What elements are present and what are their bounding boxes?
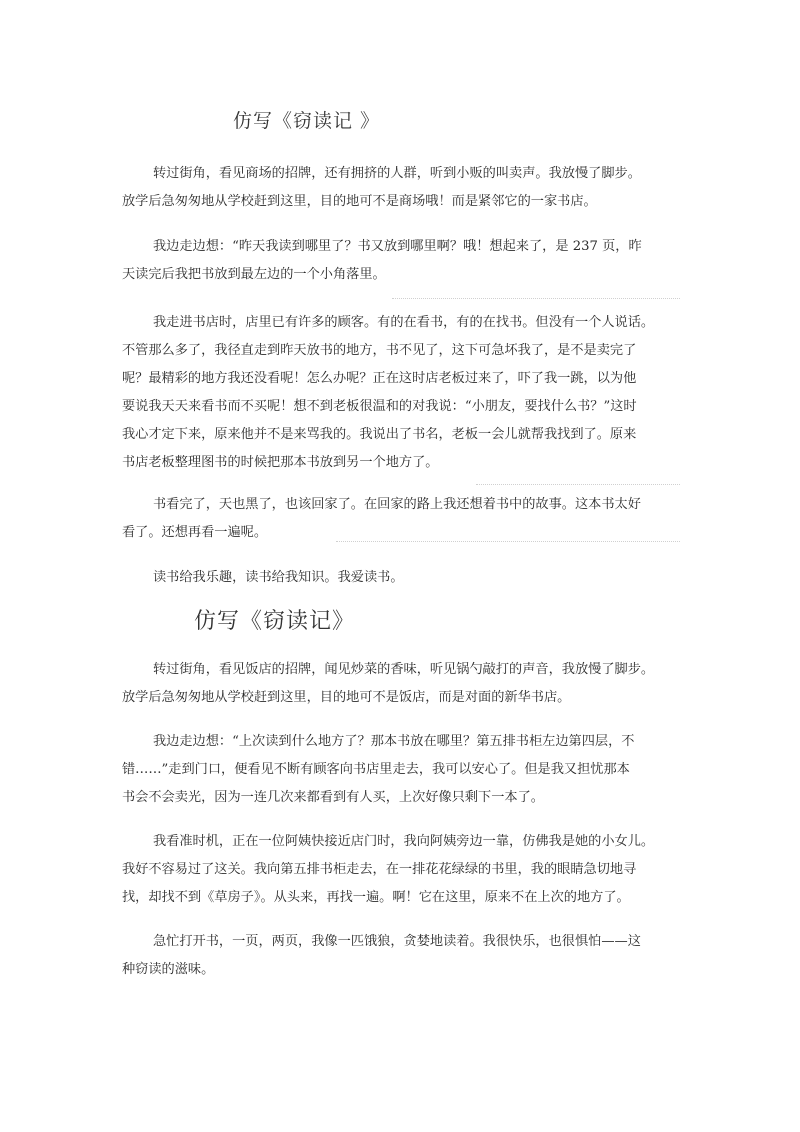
- text-line: 读书给我乐趣，读书给我知识。我爱读书。: [153, 570, 404, 585]
- essay-2-paragraph-2: [122, 728, 682, 812]
- essay-1-paragraph-5: [122, 564, 682, 592]
- text-line: 找，却找不到《草房子》。从头来，再找一遍。啊！它在这里，原来不在上次的地方了。: [122, 890, 630, 905]
- text-line: 放学后急匆匆地从学校赶到这里，目的地可不是商场哦！而是紧邻它的一家书店。: [122, 194, 597, 209]
- essay-1-paragraph-3: [122, 309, 682, 477]
- essay-1-paragraph-4: [122, 491, 682, 547]
- essay-1-title: 仿写《窃读记 》: [233, 110, 381, 132]
- text-line: 不管那么多了，我径直走到昨天放书的地方，书不见了，这下可急坏我了，是不是卖完了: [122, 343, 637, 358]
- text-line: 我看准时机，正在一位阿姨快接近店门时，我向阿姨旁边一靠，仿佛我是她的小女儿。: [153, 834, 655, 849]
- text-line: 书店老板整理图书的时候把那本书放到另一个地方了。: [122, 455, 439, 470]
- essay-1-paragraph-1: [122, 160, 682, 216]
- essay-2-paragraph-1: [122, 656, 682, 712]
- essay-1-paragraph-2: [122, 233, 682, 289]
- text-line: 种窃读的滋味。: [122, 962, 215, 977]
- dotted-separator: [336, 541, 680, 542]
- text-line: 我边走边想：“昨天我读到哪里了？书又放到哪里啊？哦！想起来了，是 237 页，昨: [153, 239, 642, 254]
- text-line: 我边走边想：“上次读到什么地方了？那本书放在哪里？第五排书柜左边第四层，不: [153, 734, 635, 749]
- essay-2-paragraph-3: [122, 828, 682, 912]
- essay-2-title: 仿写《窃读记》: [194, 609, 356, 634]
- text-line: 书会不会卖光，因为一连几次来都看到有人买，上次好像只剩下一本了。: [122, 790, 544, 805]
- text-line: 书看完了，天也黑了，也该回家了。在回家的路上我还想着书中的故事。这本书太好: [153, 497, 641, 512]
- dotted-separator: [476, 484, 680, 485]
- text-line: 放学后急匆匆地从学校赶到这里，目的地可不是饭店，而是对面的新华书店。: [122, 690, 571, 705]
- text-line: 转过街角，看见商场的招牌，还有拥挤的人群，听到小贩的叫卖声。我放慢了脚步。: [153, 166, 641, 181]
- text-line: 急忙打开书，一页，两页，我像一匹饿狼，贪婪地读着。我很快乐，也很惧怕——这: [153, 934, 641, 949]
- dotted-separator: [392, 298, 680, 299]
- text-line: 天读完后我把书放到最左边的一个小角落里。: [122, 267, 386, 282]
- text-line: 看了。还想再看一遍呢。: [122, 525, 268, 540]
- text-line: 错……”走到门口，便看见不断有顾客向书店里走去，我可以安心了。但是我又担忧那本: [122, 762, 630, 777]
- text-line: 要说我天天来看书而不买呢！想不到老板很温和的对我说：“小朋友，要找什么书？”这时: [122, 399, 637, 414]
- text-line: 转过街角，看见饭店的招牌，闻见炒菜的香味，听见锅勺敲打的声音，我放慢了脚步。: [153, 662, 655, 677]
- text-line: 我好不容易过了这关。我向第五排书柜走去，在一排花花绿绿的书里，我的眼睛急切地寻: [122, 862, 637, 877]
- essay-2-paragraph-4: [122, 928, 682, 984]
- text-line: 呢？最精彩的地方我还没看呢！怎么办呢？正在这时店老板过来了，吓了我一跳，以为他: [122, 371, 637, 386]
- text-line: 我心才定下来，原来他并不是来骂我的。我说出了书名，老板一会儿就帮我找到了。原来: [122, 427, 637, 442]
- text-line: 我走进书店时，店里已有许多的顾客。有的在看书，有的在找书。但没有一个人说话。: [153, 315, 655, 330]
